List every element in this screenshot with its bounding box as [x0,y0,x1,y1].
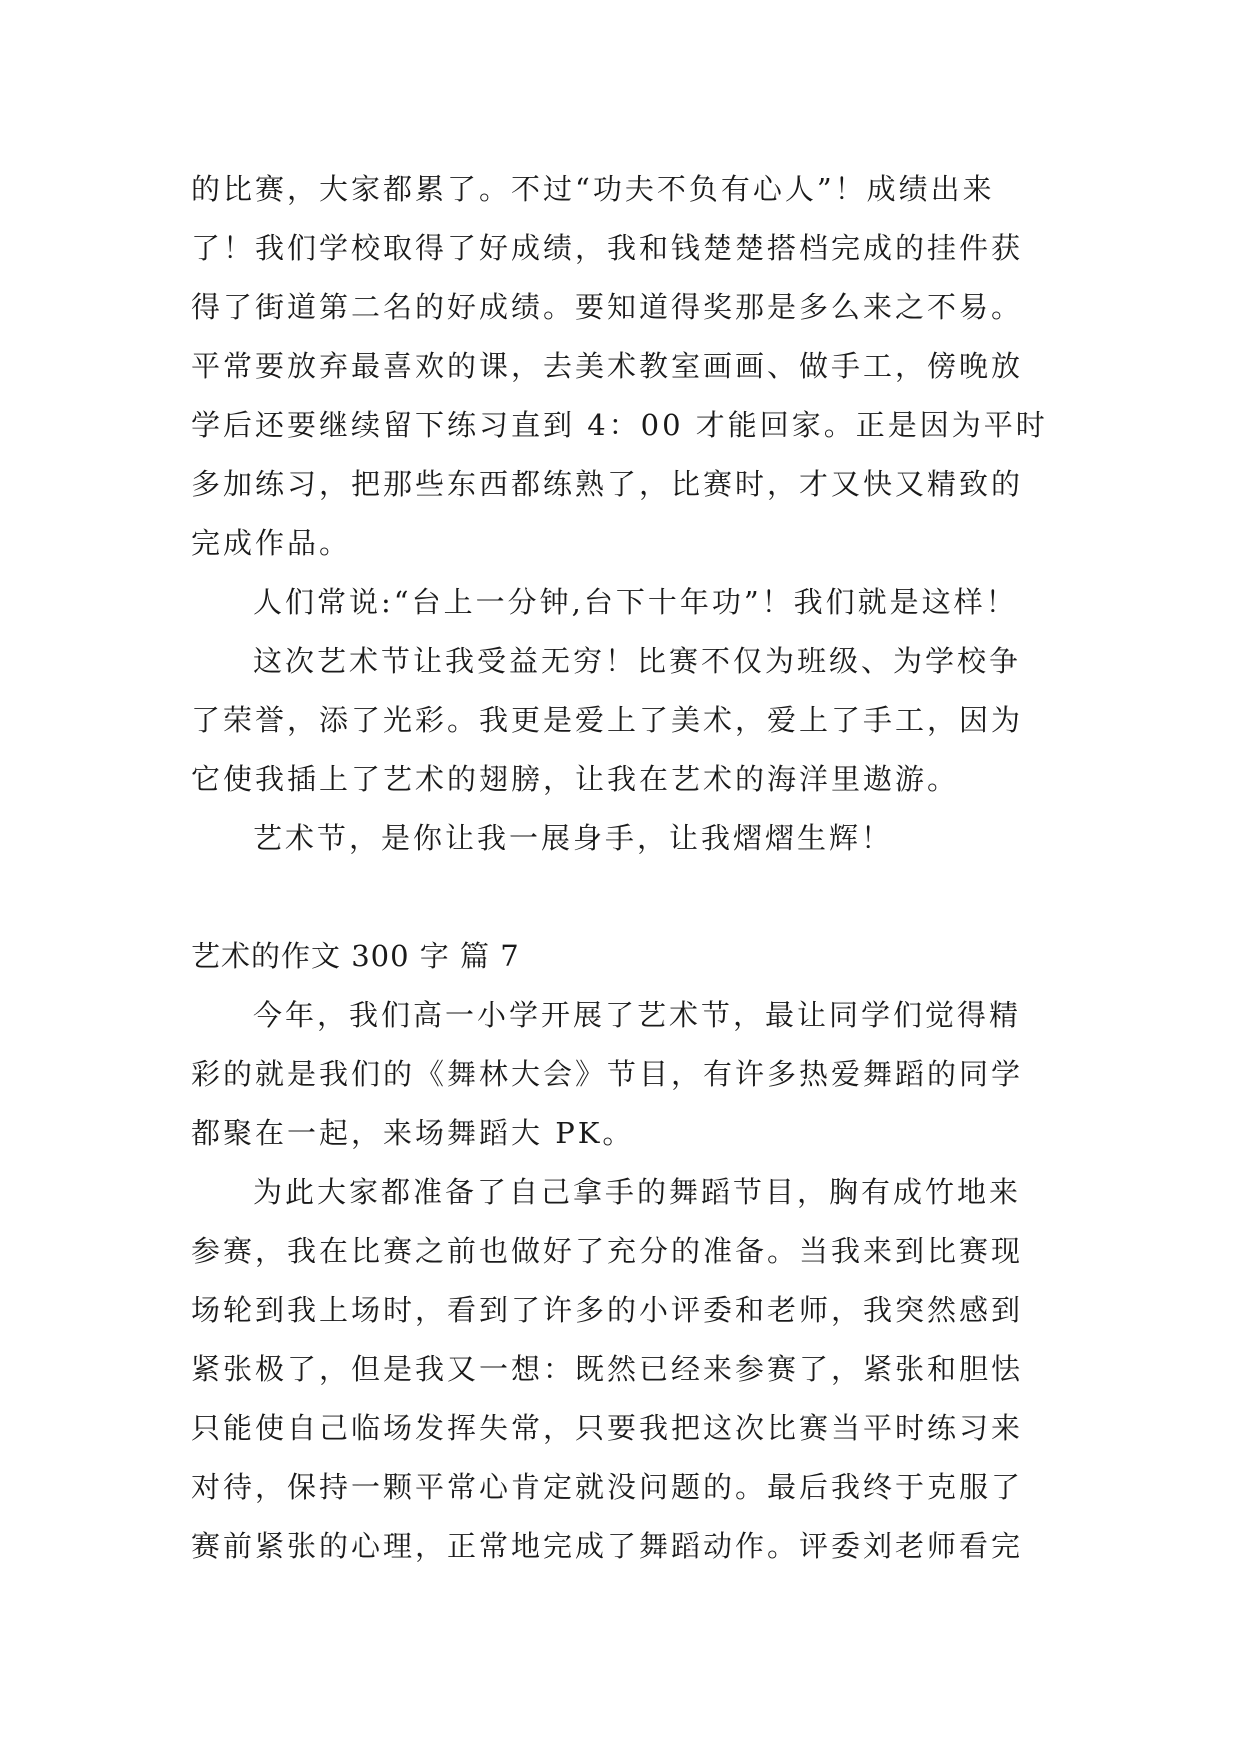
text-line: 彩的就是我们的《舞林大会》节目，有许多热爱舞蹈的同学 [191,1057,1024,1091]
paragraph-line: 为此大家都准备了自己拿手的舞蹈节目，胸有成竹地来 [253,1175,1022,1209]
text-line: 对待，保持一颗平常心肯定就没问题的。最后我终于克服了 [191,1470,1024,1504]
text-line: 平常要放弃最喜欢的课，去美术教室画画、做手工，傍晚放 [191,349,1024,383]
text-line: 参赛，我在比赛之前也做好了充分的准备。当我来到比赛现 [191,1234,1024,1268]
text-line: 了荣誉，添了光彩。我更是爱上了美术，爱上了手工，因为 [191,703,1024,737]
text-line: 赛前紧张的心理，正常地完成了舞蹈动作。评委刘老师看完 [191,1529,1024,1563]
section-gap [191,868,1071,927]
text-line: 多加练习，把那些东西都练熟了，比赛时，才又快又精致的 [191,467,1024,501]
text-line: 完成作品。 [191,526,352,560]
text-line: 得了街道第二名的好成绩。要知道得奖那是多么来之不易。 [191,290,1024,324]
document-body [191,160,1071,1576]
text-line: 了！我们学校取得了好成绩，我和钱楚楚搭档完成的挂件获 [191,231,1024,265]
text-line: 紧张极了，但是我又一想：既然已经来参赛了，紧张和胆怯 [191,1352,1024,1386]
paragraph-line: 这次艺术节让我受益无穷！比赛不仅为班级、为学校争 [253,644,1022,678]
paragraph-line: 艺术节，是你让我一展身手，让我熠熠生辉！ [253,821,894,855]
text-line: 场轮到我上场时，看到了许多的小评委和老师，我突然感到 [191,1293,1024,1327]
text-line: 的比赛，大家都累了。不过“功夫不负有心人”！成绩出来 [191,172,995,206]
text-line: 学后还要继续留下练习直到 4：00 才能回家。正是因为平时 [191,408,1048,442]
section-heading: 艺术的作文 300 字 篇 7 [191,939,520,973]
text-line: 都聚在一起，来场舞蹈大 PK。 [191,1116,635,1150]
text-line: 它使我插上了艺术的翅膀，让我在艺术的海洋里遨游。 [191,762,960,796]
paragraph-line: 人们常说:“台上一分钟,台下十年功”！我们就是这样！ [253,585,1018,619]
text-line: 只能使自己临场发挥失常，只要我把这次比赛当平时练习来 [191,1411,1024,1445]
paragraph-line: 今年，我们高一小学开展了艺术节，最让同学们觉得精 [253,998,1022,1032]
